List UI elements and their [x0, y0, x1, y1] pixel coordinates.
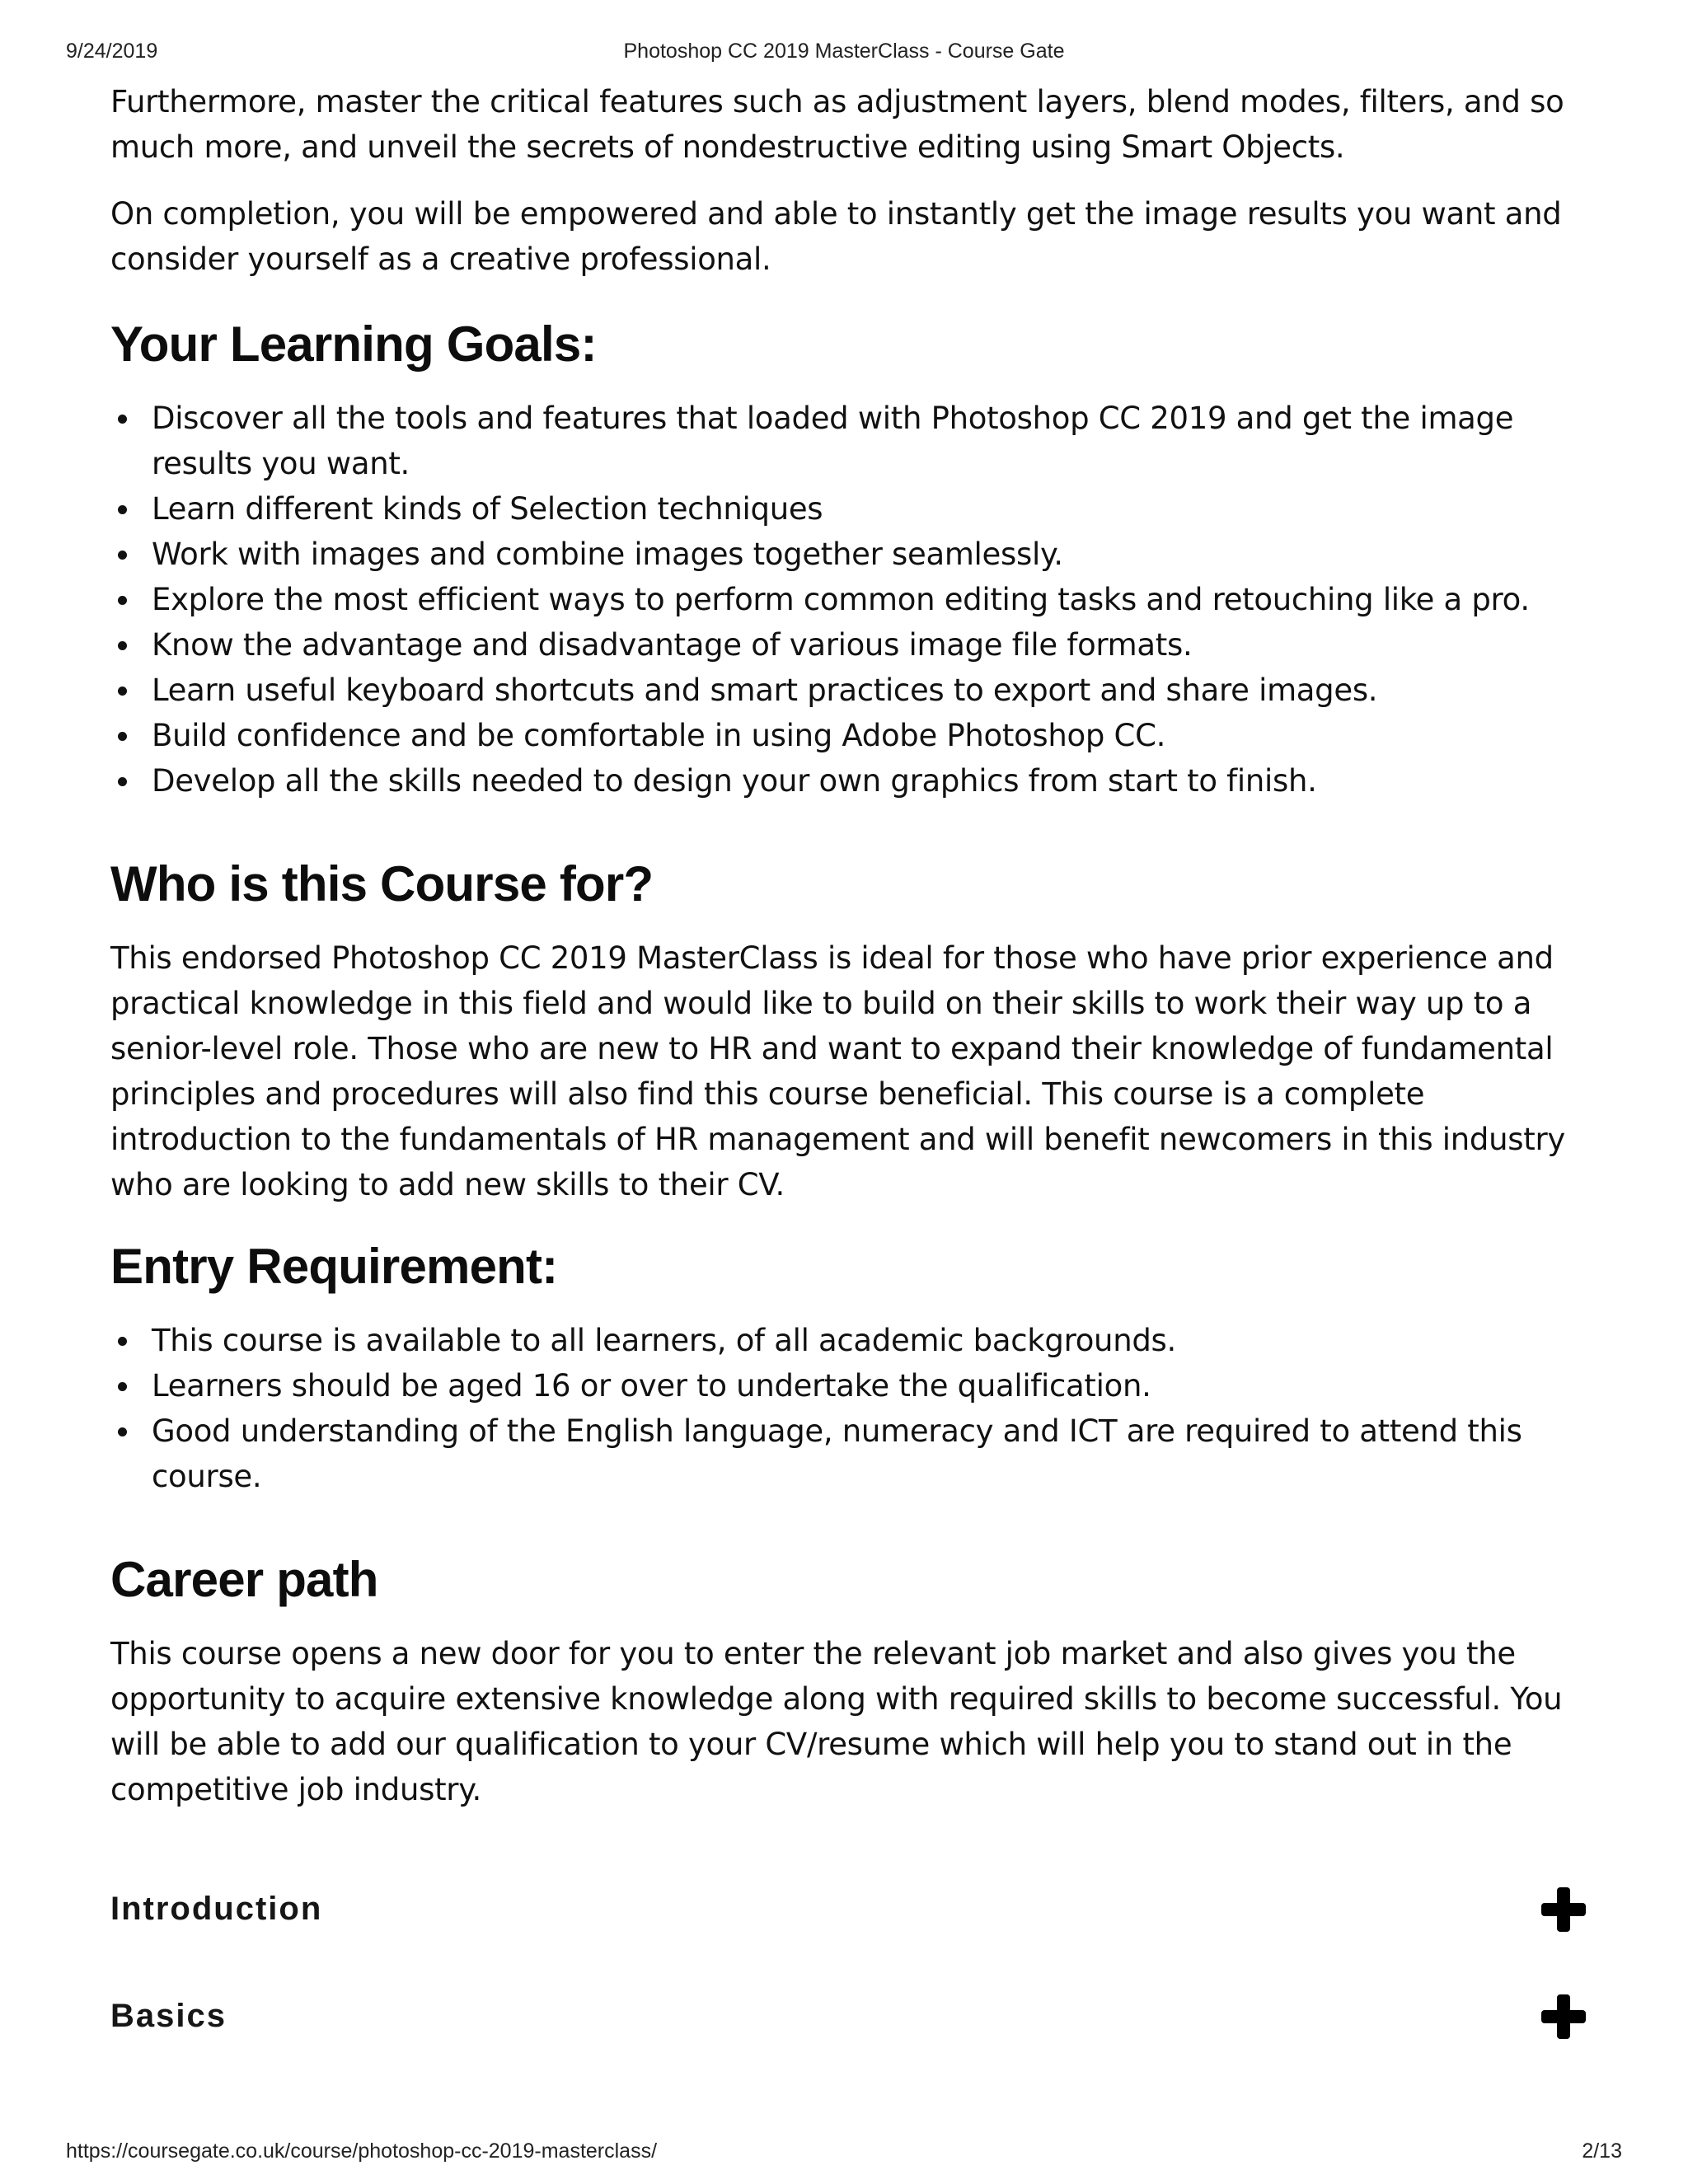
- list-item: [110, 577, 1586, 622]
- list-item: [110, 713, 1586, 758]
- who-for-heading: Who is this Course for?: [110, 856, 654, 912]
- list-item-text: Explore the most efficient ways to perform common editing tasks and retouching like a pro.: [152, 582, 1530, 617]
- list-item: [110, 396, 1586, 486]
- print-date: 9/24/2019: [66, 40, 158, 63]
- intro-paragraph: Furthermore, master the critical features such as adjustment layers, blend modes, filters, and so much more, and unveil the secrets of nondestructive editing using Smart Objects.: [110, 84, 1564, 165]
- plus-icon[interactable]: [1541, 1887, 1586, 1932]
- list-item: [110, 1318, 1586, 1363]
- accordion-basics[interactable]: [110, 1990, 1586, 2047]
- list-item-text: Discover all the tools and features that loaded with Photoshop CC 2019 and get the image results you want.: [152, 401, 1514, 481]
- bullet-icon: [118, 415, 127, 424]
- list-item: [110, 532, 1586, 577]
- entry-requirement-heading: Entry Requirement:: [110, 1239, 558, 1294]
- list-item: [110, 486, 1586, 532]
- list-item: [110, 1363, 1586, 1408]
- list-item-text: Learn useful keyboard shortcuts and smart practices to export and share images.: [152, 673, 1378, 708]
- career-path-heading: Career path: [110, 1552, 378, 1607]
- bullet-icon: [118, 505, 127, 514]
- career-path-paragraph: This course opens a new door for you to enter the relevant job market and also gives you the opportunity to acquire extensive knowledge along with required skills to become successful. You will be able to add our qualification to your CV/resume which will help you to stand out in the competitive job industry.: [110, 1636, 1563, 1807]
- bullet-icon: [118, 1427, 127, 1436]
- list-item: [110, 1408, 1586, 1499]
- bullet-icon: [118, 732, 127, 741]
- list-item: [110, 758, 1586, 804]
- plus-icon[interactable]: [1541, 1994, 1586, 2039]
- list-item: [110, 668, 1586, 713]
- bullet-icon: [118, 687, 127, 696]
- list-item-text: Learners should be aged 16 or over to undertake the qualification.: [152, 1368, 1151, 1404]
- list-item: [110, 622, 1586, 668]
- list-item-text: This course is available to all learners, of all academic backgrounds.: [152, 1323, 1176, 1358]
- list-item-text: Work with images and combine images together seamlessly.: [152, 537, 1063, 572]
- print-header: [66, 40, 1622, 69]
- learning-goals-list: [110, 396, 1586, 804]
- who-for-paragraph: This endorsed Photoshop CC 2019 MasterClass is ideal for those who have prior experience and practical knowledge in this field and would like to build on their skills to work their way up to a senior-level role. Those who are new to HR and want to expand their knowledge of fundamental principles and procedures will also find this course beneficial. This course is a complete introduction to the fundamentals of HR management and will benefit newcomers in this industry who are looking to add new skills to their CV.: [110, 940, 1565, 1202]
- bullet-icon: [118, 1337, 127, 1346]
- bullet-icon: [118, 1382, 127, 1391]
- list-item-text: Good understanding of the English language, numeracy and ICT are required to attend this course.: [152, 1413, 1522, 1494]
- page-url[interactable]: https://coursegate.co.uk/course/photoshop-cc-2019-masterclass/: [66, 2139, 658, 2163]
- bullet-icon: [118, 551, 127, 560]
- list-item-text: Build confidence and be comfortable in using Adobe Photoshop CC.: [152, 718, 1166, 753]
- accordion-introduction[interactable]: [110, 1882, 1586, 1940]
- bullet-icon: [118, 596, 127, 605]
- page-number: 2/13: [1582, 2139, 1622, 2163]
- intro-paragraph: On completion, you will be empowered and able to instantly get the image results you want and consider yourself as a creative professional.: [110, 196, 1562, 277]
- list-item-text: Know the advantage and disadvantage of various image file formats.: [152, 627, 1193, 663]
- print-footer: [66, 2139, 1622, 2169]
- course-description: [110, 79, 1586, 1834]
- learning-goals-heading: Your Learning Goals:: [110, 316, 597, 372]
- bullet-icon: [118, 641, 127, 650]
- list-item-text: Learn different kinds of Selection techniques: [152, 491, 823, 527]
- print-page-title: Photoshop CC 2019 MasterClass - Course Gate: [623, 40, 1065, 63]
- entry-requirement-list: [110, 1318, 1586, 1499]
- bullet-icon: [118, 777, 127, 786]
- list-item-text: Develop all the skills needed to design your own graphics from start to finish.: [152, 763, 1317, 799]
- accordion-label[interactable]: Introduction: [110, 1891, 323, 1927]
- accordion-label[interactable]: Basics: [110, 1998, 227, 2034]
